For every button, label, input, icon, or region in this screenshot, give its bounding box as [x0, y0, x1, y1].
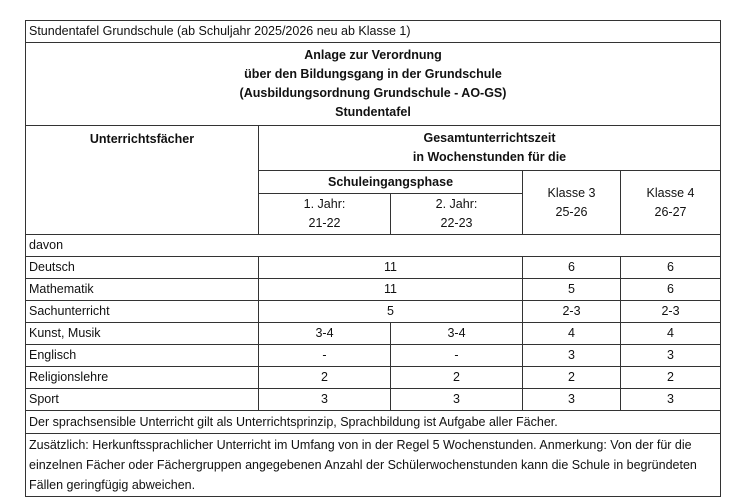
jahr1-cell: 3 [259, 389, 391, 411]
jahr1-cell: 3-4 [259, 323, 391, 345]
table-row [26, 323, 721, 345]
klasse4-cell: 2-3 [621, 301, 721, 323]
table-row [26, 301, 721, 323]
klasse3-cell: 3 [523, 345, 621, 367]
klasse3-cell: 4 [523, 323, 621, 345]
fach-cell: Englisch [26, 345, 259, 367]
klasse4-cell: 3 [621, 345, 721, 367]
jahr1-cell: - [259, 345, 391, 367]
phase-cell: 5 [259, 301, 523, 323]
table-row [26, 367, 721, 389]
header-klasse4-line: Klasse 4 [646, 185, 695, 200]
table-title: Stundentafel Grundschule (ab Schuljahr 2025/2026 neu ab Klasse 1) [26, 21, 721, 43]
header-jahr1 [259, 194, 391, 235]
header-jahr1-line: 21-22 [308, 216, 341, 230]
fach-cell: Religionslehre [26, 367, 259, 389]
davon-label: davon [26, 235, 721, 257]
phase-cell: 11 [259, 257, 523, 279]
klasse4-cell: 6 [621, 257, 721, 279]
header-klasse4-line: 26-27 [654, 204, 687, 219]
anlage-line: Stundentafel [335, 105, 411, 119]
jahr2-cell: 3-4 [391, 323, 523, 345]
jahr1-cell: 2 [259, 367, 391, 389]
header-gesamt-line: in Wochenstunden für die [412, 150, 567, 164]
fach-cell: Mathematik [26, 279, 259, 301]
klasse4-cell: 2 [621, 367, 721, 389]
phase-cell: 11 [259, 279, 523, 301]
table-row [26, 345, 721, 367]
anlage-line: über den Bildungsgang in der Grundschule [244, 67, 502, 81]
klasse3-cell: 3 [523, 389, 621, 411]
header-jahr2 [391, 194, 523, 235]
header-eingangsphase: Schuleingangsphase [259, 171, 523, 194]
title-row [26, 21, 721, 43]
table-row [26, 279, 721, 301]
table-row [26, 389, 721, 411]
anlage-line: Anlage zur Verordnung [304, 48, 442, 62]
table-row [26, 257, 721, 279]
fach-cell: Sachunterricht [26, 301, 259, 323]
jahr2-cell: 3 [391, 389, 523, 411]
header-klasse4 [621, 171, 721, 235]
fach-cell: Sport [26, 389, 259, 411]
anlage-heading [26, 43, 721, 126]
klasse3-cell: 2-3 [523, 301, 621, 323]
klasse4-cell: 6 [621, 279, 721, 301]
klasse4-cell: 4 [621, 323, 721, 345]
klasse4-cell: 3 [621, 389, 721, 411]
header-klasse3-line: 25-26 [555, 204, 588, 219]
fach-cell: Deutsch [26, 257, 259, 279]
header-gesamt-line: Gesamtunterrichtszeit [423, 131, 556, 145]
note-row [26, 411, 721, 434]
header-row-1 [26, 126, 721, 171]
header-faecher: Unterrichtsfächer [26, 126, 259, 235]
fach-cell: Kunst, Musik [26, 323, 259, 345]
stundentafel-table [25, 20, 721, 497]
header-jahr2-line: 22-23 [440, 216, 473, 230]
jahr2-cell: - [391, 345, 523, 367]
klasse3-cell: 2 [523, 367, 621, 389]
anlage-row [26, 43, 721, 126]
davon-row [26, 235, 721, 257]
klasse3-cell: 5 [523, 279, 621, 301]
note-sprachbildung: Der sprachsensible Unterricht gilt als Unterrichtsprinzip, Sprachbildung ist Aufgabe aller Fächer. [26, 411, 721, 434]
header-jahr1-line: 1. Jahr: [303, 197, 346, 211]
klasse3-cell: 6 [523, 257, 621, 279]
note-row [26, 434, 721, 497]
note-zusaetzlich: Zusätzlich: Herkunftssprachlicher Unterricht im Umfang von in der Regel 5 Wochenstunden. Anmerkung: Von der für die einzelnen Fächer oder Fächergruppen angegebenen Anzahl der Schülerwochenstunden kann die Schule in begründeten Fällen geringfügig abweichen. [26, 434, 721, 497]
anlage-line: (Ausbildungsordnung Grundschule - AO-GS) [239, 86, 507, 100]
header-jahr2-line: 2. Jahr: [435, 197, 478, 211]
header-gesamt [259, 126, 721, 171]
header-klasse3-line: Klasse 3 [547, 185, 596, 200]
header-klasse3 [523, 171, 621, 235]
jahr2-cell: 2 [391, 367, 523, 389]
